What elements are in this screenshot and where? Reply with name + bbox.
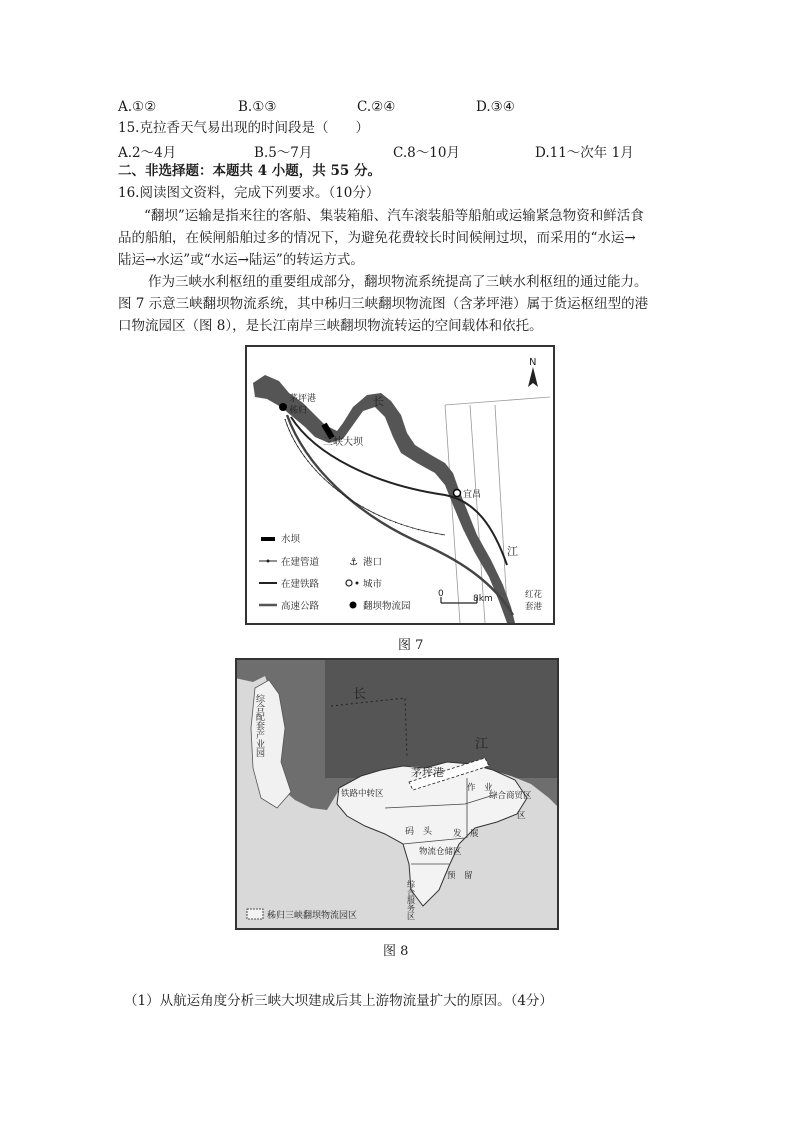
figure-8-caption: 图 8 — [383, 944, 409, 959]
fig7-label-river1: 长 — [373, 395, 384, 408]
svg-text:港口: 港口 — [363, 557, 383, 568]
q15-option-c: C.8～10月 — [393, 145, 460, 161]
fig8-label-dev: 发 展 — [453, 829, 479, 839]
fig7-label-taogang: 套港 — [525, 602, 543, 612]
fig8-label-expand: 预 留 — [447, 871, 473, 881]
q16-para2-line3: 口物流园区（图 8），是长江南岸三峡翻坝物流转运的空间载体和依托。 — [118, 318, 543, 334]
section2-title: 二、非选择题：本题共 4 小题，共 55 分。 — [118, 163, 381, 179]
fig8-label-svc: 综合服务区 — [406, 880, 416, 920]
figure-7-map — [245, 345, 555, 625]
fig8-label-zone: 区 — [517, 811, 526, 821]
q16-para1-line2: 品的船舶，在候闸船舶过多的情况下，为避免花费较长时间候闸过坝，而采用的“水运→ — [118, 230, 636, 246]
q16-stem: 16.阅读图文资料，完成下列要求。（10分） — [118, 185, 380, 201]
fig7-label-yichang: 宜昌 — [463, 490, 482, 500]
fig7-label-city: 秭归 — [289, 406, 308, 416]
fig8-label-rail: 铁路中转区 — [341, 789, 384, 799]
fig8-label-storage: 物流仓储区 — [419, 847, 462, 857]
svg-text:8km: 8km — [473, 594, 493, 604]
q14-option-c: C.②④ — [357, 99, 396, 115]
figure-7-caption: 图 7 — [398, 638, 424, 653]
figure-7-logistics-park — [279, 403, 287, 411]
fig8-label-work: 作 业 — [467, 783, 493, 793]
fig8-label-river1: 长 — [353, 687, 367, 702]
svg-text:在建管道: 在建管道 — [281, 557, 320, 568]
q16-sub1: （1）从航运角度分析三峡大坝建成后其上游物流量扩大的原因。（4分） — [124, 993, 553, 1009]
fig8-label-dock: 码 头 — [405, 827, 433, 837]
fig8-label-service: 综合商贸区 — [489, 791, 532, 801]
svg-text:高速公路: 高速公路 — [281, 601, 320, 612]
q14-option-b: B.①③ — [238, 99, 277, 115]
svg-text:城市: 城市 — [363, 579, 383, 590]
q15-option-b: B.5～7月 — [254, 145, 313, 161]
q15-stem: 15.克拉香天气易出现的时间段是（ ） — [118, 120, 369, 136]
fig7-label-port: 茅坪港 — [289, 394, 317, 404]
q15-option-a: A.2～4月 — [118, 145, 177, 161]
q15-option-d: D.11～次年 1月 — [535, 145, 634, 161]
svg-text:⚓: ⚓ — [349, 557, 358, 568]
q16-para2-line1: 作为三峡水利枢纽的重要组成部分，翻坝物流系统提高了三峡水利枢纽的通过能力。 — [148, 274, 648, 290]
figure-7-city-yichang — [454, 490, 461, 497]
fig7-label-river2: 江 — [507, 545, 518, 558]
q16-para2-line2: 图 7 示意三峡翻坝物流系统，其中秭归三峡翻坝物流图（含茅坪港）属于货运枢纽型的港 — [118, 296, 649, 312]
svg-text:秭归三峡翻坝物流园区: 秭归三峡翻坝物流园区 — [267, 911, 358, 921]
svg-text:0: 0 — [438, 589, 444, 599]
q16-para1-line3: 陆运→水运”或“水运→陆运”的转运方式。 — [118, 252, 364, 268]
svg-text:水坝: 水坝 — [281, 534, 301, 545]
svg-text:翻坝物流园: 翻坝物流园 — [363, 601, 411, 612]
q16-para1-line1: “翻坝”运输是指来往的客船、集装箱船、汽车滚装船等船舶或运输紧急物资和鲜活食 — [144, 208, 644, 224]
fig8-label-industry: 综合配套产业园 — [254, 694, 264, 757]
svg-text:N: N — [529, 357, 537, 368]
figure-8-map — [235, 658, 559, 930]
fig8-label-port: 茅坪港 — [411, 766, 444, 779]
q14-option-d: D.③④ — [476, 99, 515, 115]
fig8-label-river2: 江 — [475, 737, 489, 752]
q14-option-a: A.①② — [118, 99, 157, 115]
svg-text:在建铁路: 在建铁路 — [281, 579, 320, 590]
fig7-label-honghua: 红花 — [525, 590, 543, 600]
fig7-label-dam: 三峡大坝 — [323, 437, 363, 448]
